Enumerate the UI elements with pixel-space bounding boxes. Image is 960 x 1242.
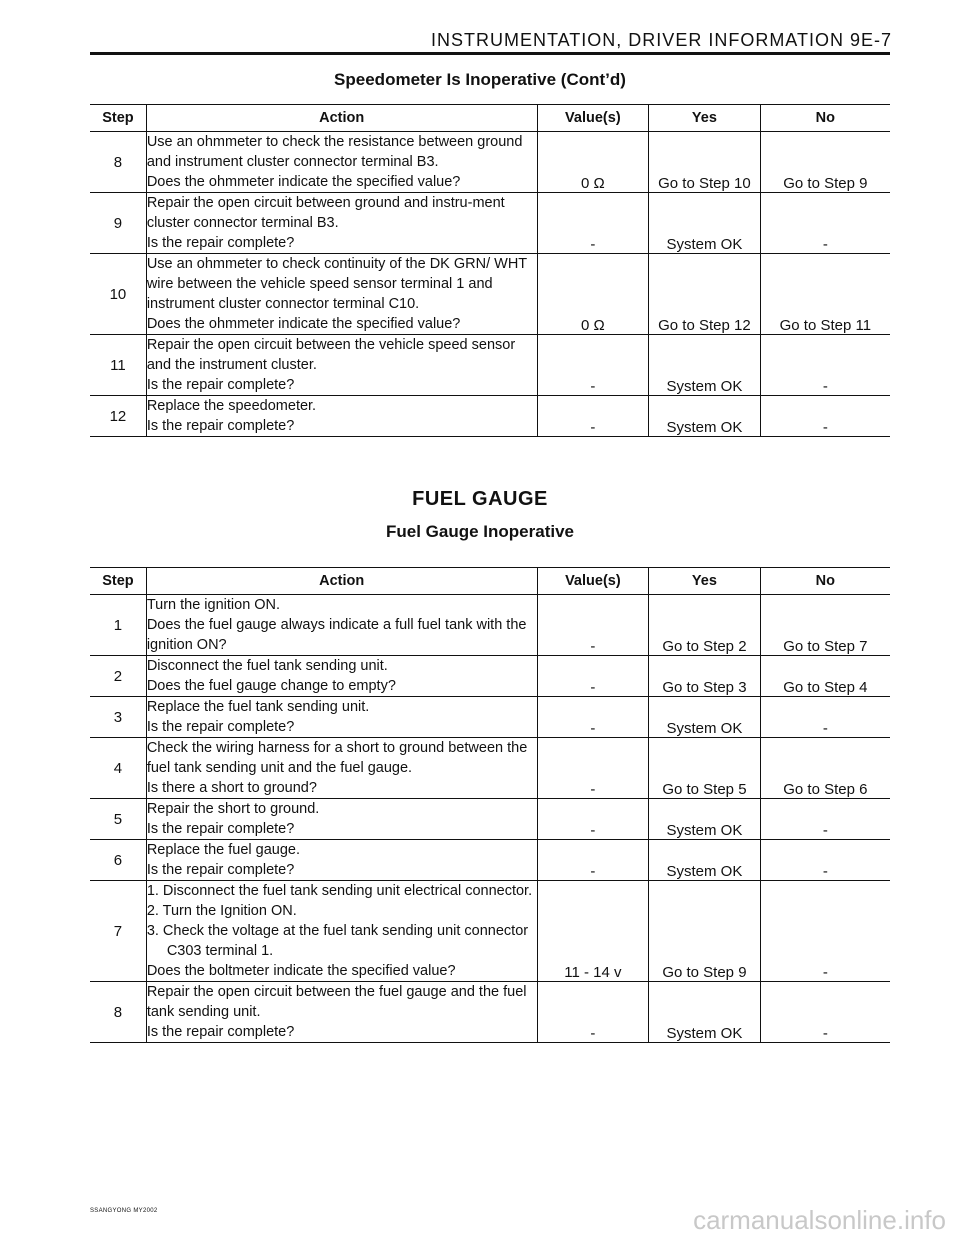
header-rule	[90, 52, 890, 55]
step-action	[146, 335, 537, 396]
step-action	[146, 881, 537, 982]
step-yes: Go to Step 3	[649, 656, 761, 697]
page-header-title: INSTRUMENTATION, DRIVER INFORMATION 9E-7	[430, 30, 892, 50]
step-action	[146, 595, 537, 656]
step-action	[146, 132, 537, 193]
step-value: -	[537, 982, 649, 1043]
step-number: 12	[90, 396, 146, 437]
step-number: 8	[90, 982, 146, 1043]
action-line: Is the repair complete?	[146, 377, 295, 393]
action-line: 3. Check the voltage at the fuel tank sending unit connector C303 terminal 1.	[146, 923, 529, 959]
step-yes: System OK	[649, 982, 761, 1043]
step-action	[146, 193, 537, 254]
step-no: -	[760, 840, 890, 881]
step-yes: System OK	[649, 396, 761, 437]
table-row	[90, 254, 890, 335]
step-yes: Go to Step 2	[649, 595, 761, 656]
table-row	[90, 335, 890, 396]
step-value: 11 - 14 v	[537, 881, 649, 982]
section2-title: Fuel Gauge Inoperative	[386, 522, 574, 541]
action-line: Use an ohmmeter to check the resistance between ground and instrument cluster connector terminal B3.	[146, 134, 523, 170]
step-no: -	[760, 881, 890, 982]
step-value: -	[537, 656, 649, 697]
section2-heading: FUEL GAUGE	[412, 488, 548, 510]
action-line: Is the repair complete?	[146, 821, 295, 837]
table-row	[90, 193, 890, 254]
step-value: 0 Ω	[537, 254, 649, 335]
action-line: Does the ohmmeter indicate the specified value?	[146, 174, 461, 190]
section1-title: Speedometer Is Inoperative (Cont’d)	[334, 70, 626, 89]
step-no: Go to Step 7	[783, 638, 868, 655]
table-row	[90, 982, 890, 1043]
step-number: 9	[90, 193, 146, 254]
step-value: -	[537, 193, 649, 254]
col-header-values: Value(s)	[537, 568, 649, 595]
table-row	[90, 132, 890, 193]
step-yes: System OK	[649, 193, 761, 254]
action-line: Does the fuel gauge always indicate a full fuel tank with the ignition ON?	[146, 617, 527, 653]
action-line: 2. Turn the Ignition ON.	[146, 903, 297, 919]
action-line: Replace the fuel tank sending unit.	[146, 699, 370, 715]
step-no: Go to Step 6	[760, 738, 890, 799]
action-line: Is the repair complete?	[146, 235, 295, 251]
step-no: Go to Step 11	[760, 254, 890, 335]
speedometer-table	[90, 104, 890, 437]
action-line: Does the fuel gauge change to empty?	[146, 678, 396, 694]
step-no: Go to Step 4	[760, 656, 890, 697]
action-line: Is the repair complete?	[146, 862, 295, 878]
step-no: -	[760, 396, 890, 437]
step-action	[146, 697, 537, 738]
step-value: 0 Ω	[537, 132, 649, 193]
step-yes: Go to Step 12	[649, 254, 761, 335]
action-line: Repair the short to ground.	[146, 801, 320, 817]
col-header-step: Step	[90, 568, 146, 595]
table-row	[90, 738, 890, 799]
col-header-action: Action	[146, 105, 537, 132]
step-yes: System OK	[649, 697, 761, 738]
step-number: 8	[90, 132, 146, 193]
step-no: Go to Step 9	[783, 175, 868, 192]
step-yes: Go to Step 5	[649, 738, 761, 799]
step-yes: System OK	[649, 335, 761, 396]
step-value: -	[537, 840, 649, 881]
step-action	[146, 799, 537, 840]
table-row	[90, 697, 890, 738]
action-line: Is the repair complete?	[146, 719, 295, 735]
table-row	[90, 840, 890, 881]
action-line: Does the ohmmeter indicate the specified value?	[146, 316, 461, 332]
step-number: 6	[90, 840, 146, 881]
action-line: Does the boltmeter indicate the specified value?	[146, 963, 456, 979]
action-line: Use an ohmmeter to check continuity of the DK GRN/ WHT wire between the vehicle speed sensor terminal 1 and instrument cluster connector terminal C10.	[146, 256, 527, 312]
step-number: 2	[90, 656, 146, 697]
watermark: carmanualsonline.info	[693, 1205, 946, 1235]
table-row	[90, 656, 890, 697]
action-line: Is the repair complete?	[146, 1024, 295, 1040]
table-row	[90, 881, 890, 982]
col-header-values: Value(s)	[537, 105, 649, 132]
col-header-no: No	[760, 105, 890, 132]
step-number: 11	[90, 335, 146, 396]
action-line: Repair the open circuit between the fuel gauge and the fuel tank sending unit.	[146, 984, 527, 1020]
step-number: 10	[90, 254, 146, 335]
step-value: -	[537, 335, 649, 396]
step-action	[146, 254, 537, 335]
col-header-yes: Yes	[649, 105, 761, 132]
step-value: -	[537, 697, 649, 738]
col-header-step: Step	[90, 105, 146, 132]
step-no: -	[760, 193, 890, 254]
footer-text: SSANGYONG MY2002	[90, 1208, 158, 1214]
step-no: -	[760, 982, 890, 1043]
step-yes: System OK	[649, 840, 761, 881]
col-header-yes: Yes	[649, 568, 761, 595]
fuel-gauge-table	[90, 567, 890, 1043]
step-value: -	[537, 738, 649, 799]
step-yes: Go to Step 9	[649, 881, 761, 982]
action-line: Is there a short to ground?	[146, 780, 317, 796]
step-value: -	[537, 396, 649, 437]
action-line: 1. Disconnect the fuel tank sending unit electrical connector.	[146, 883, 533, 899]
step-no: -	[760, 335, 890, 396]
step-action	[146, 982, 537, 1043]
action-line: Turn the ignition ON.	[146, 597, 281, 613]
step-action	[146, 738, 537, 799]
step-action	[146, 396, 537, 437]
col-header-no: No	[760, 568, 890, 595]
step-number: 3	[90, 697, 146, 738]
step-no: -	[760, 799, 890, 840]
step-value: -	[537, 595, 649, 656]
action-line: Disconnect the fuel tank sending unit.	[146, 658, 388, 674]
action-line: Replace the speedometer.	[146, 398, 317, 414]
table-row	[90, 799, 890, 840]
table-row	[90, 396, 890, 437]
step-number: 7	[90, 881, 146, 982]
action-line: Repair the open circuit between ground and instru-ment cluster connector terminal B3.	[146, 195, 505, 231]
action-line: Repair the open circuit between the vehicle speed sensor and the instrument cluster.	[146, 337, 516, 373]
step-number: 5	[90, 799, 146, 840]
action-line: Replace the fuel gauge.	[146, 842, 300, 858]
action-line: Is the repair complete?	[146, 418, 295, 434]
step-number: 4	[90, 738, 146, 799]
step-yes: Go to Step 10	[649, 132, 761, 193]
table-row	[90, 595, 890, 656]
step-value: -	[537, 799, 649, 840]
step-yes: System OK	[649, 799, 761, 840]
step-action	[146, 840, 537, 881]
col-header-action: Action	[146, 568, 537, 595]
step-no: -	[760, 697, 890, 738]
step-action	[146, 656, 537, 697]
step-number: 1	[90, 595, 146, 656]
action-line: Check the wiring harness for a short to ground between the fuel tank sending unit and the fuel gauge.	[146, 740, 528, 776]
